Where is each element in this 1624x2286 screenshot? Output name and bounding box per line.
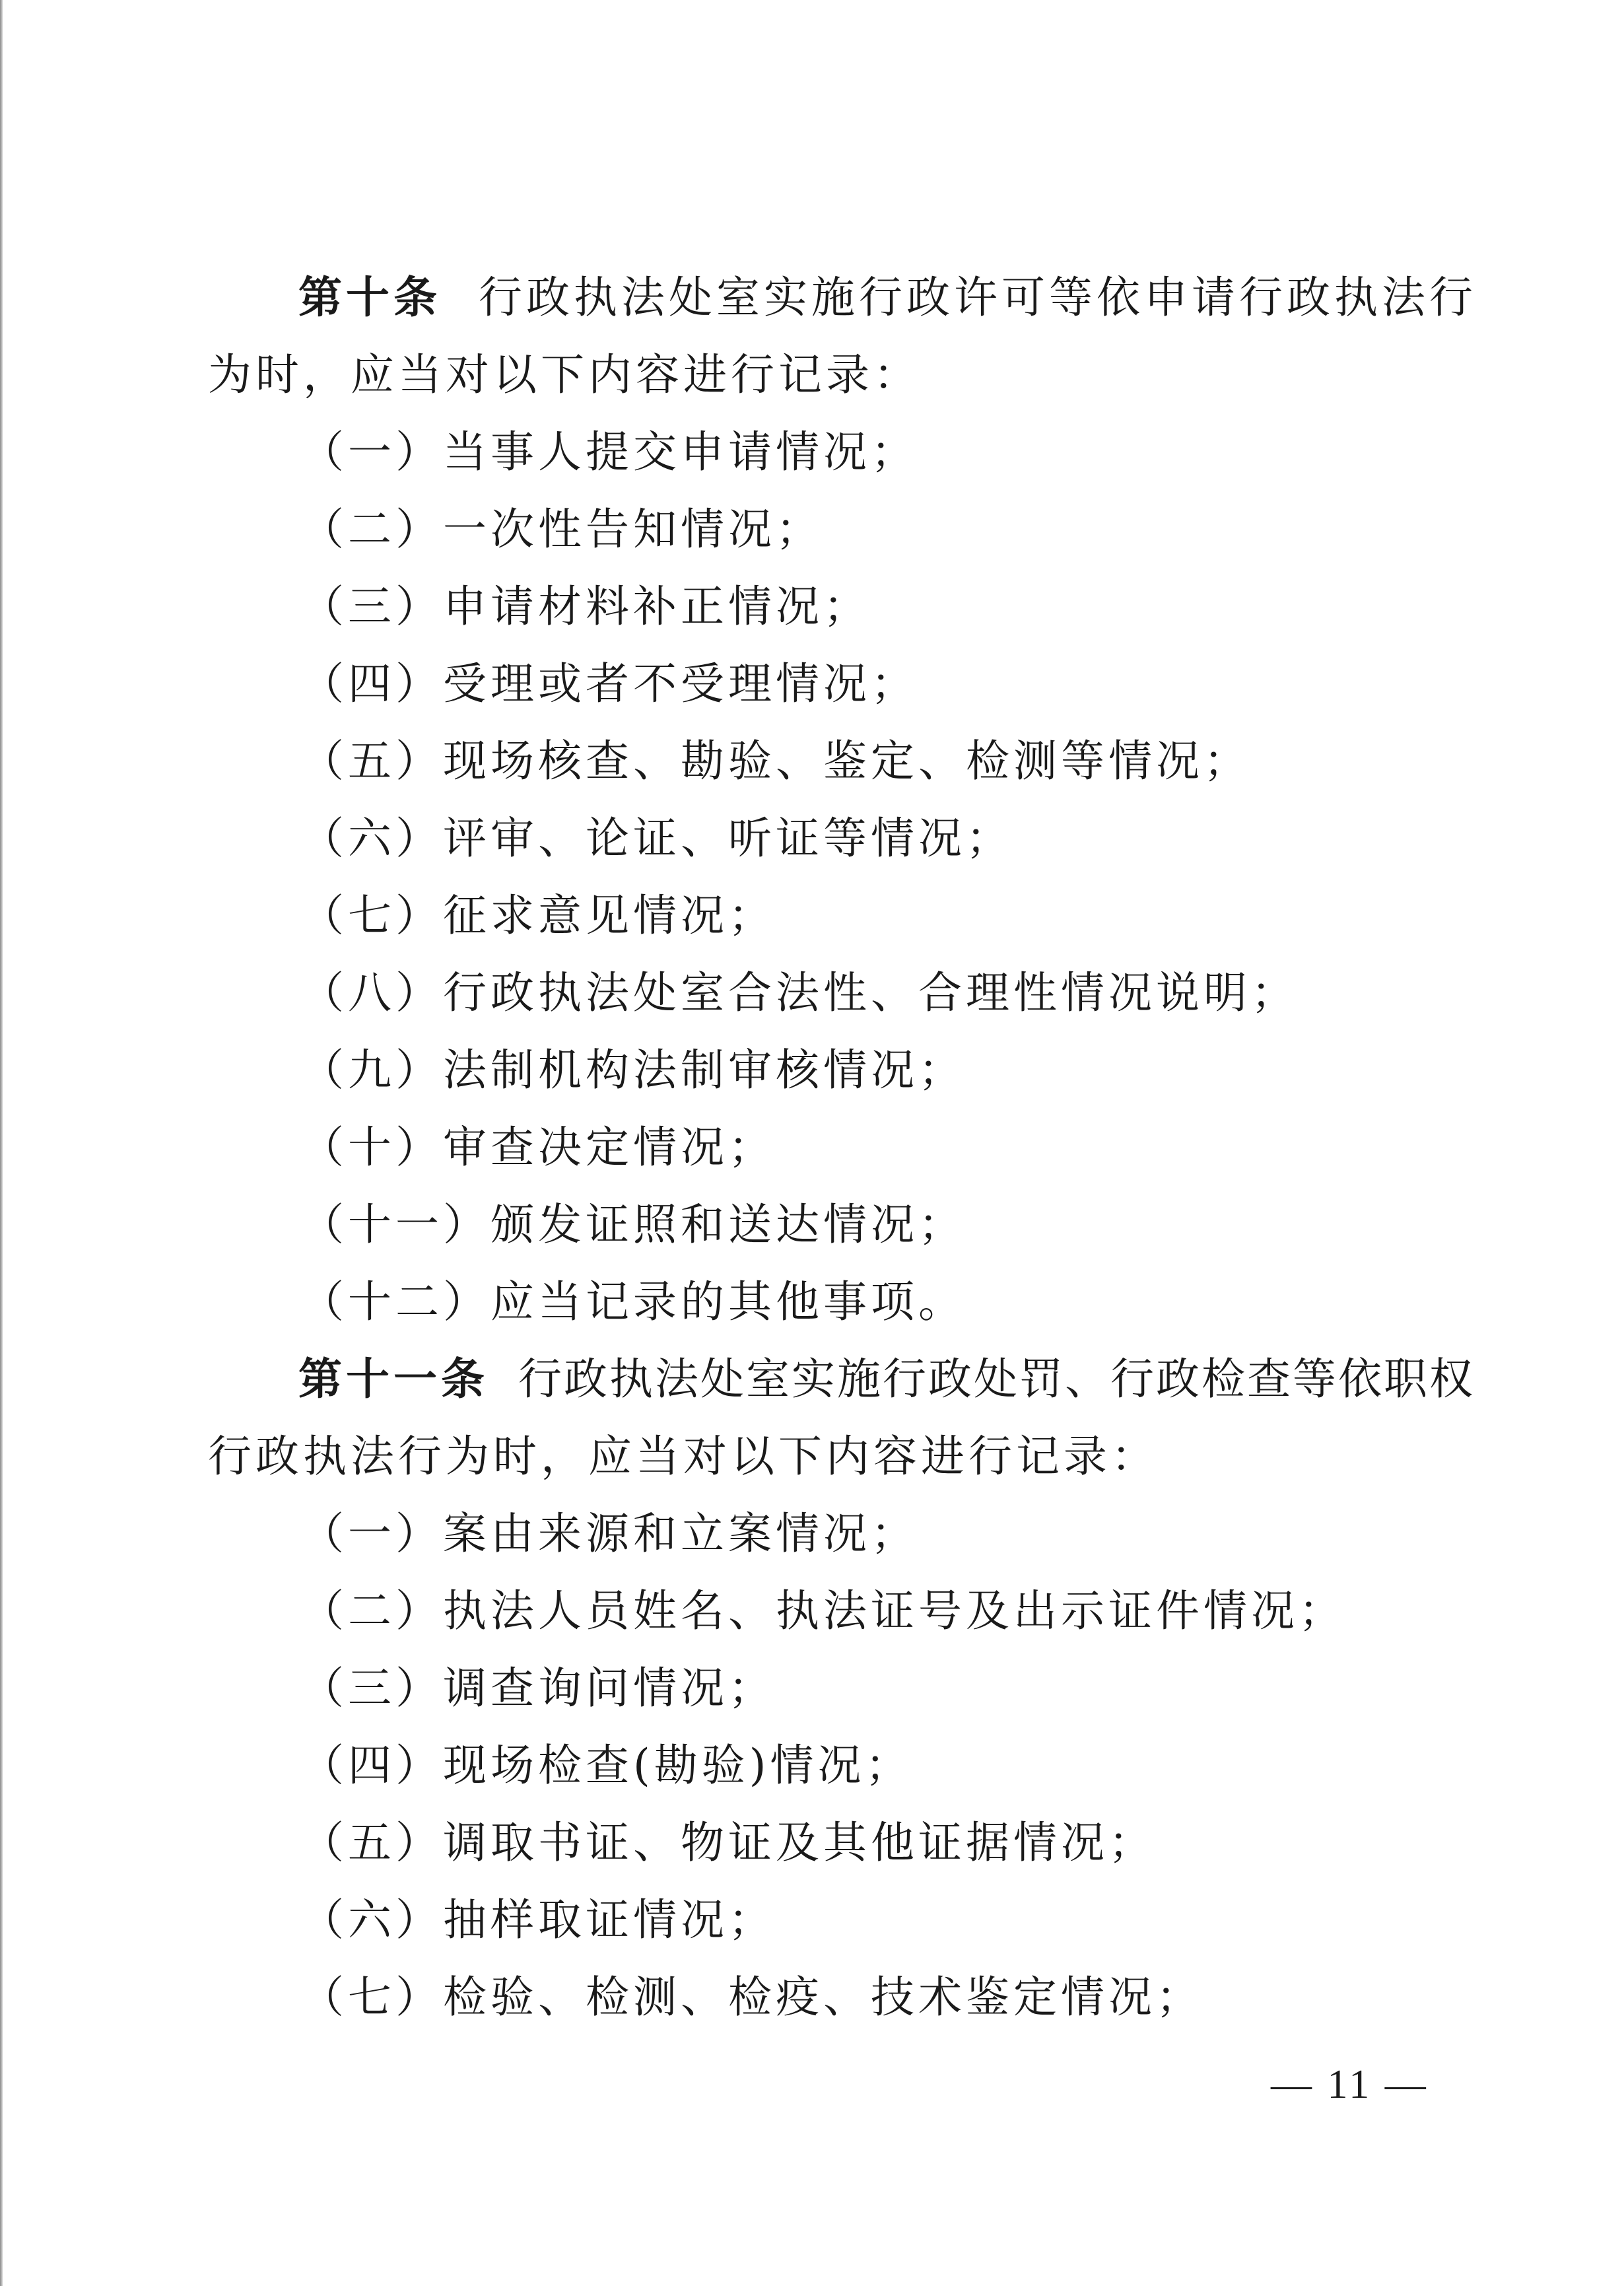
article-11-heading: 第十一条 bbox=[298, 1354, 489, 1404]
page-number: — 11 — bbox=[1271, 2062, 1429, 2107]
scan-edge bbox=[0, 0, 3, 2286]
list-item: （二）一次性告知情况； bbox=[300, 504, 823, 555]
article-10-heading: 第十条 bbox=[298, 272, 441, 323]
list-item: （二）执法人员姓名、执法证号及出示证件情况； bbox=[300, 1585, 1346, 1636]
list-item: （十）审查决定情况； bbox=[300, 1122, 776, 1173]
list-item: （五）调取书证、物证及其他证据情况； bbox=[300, 1817, 1156, 1868]
list-item: （六）评审、论证、听证等情况； bbox=[300, 813, 1013, 864]
list-item: （八）行政执法处室合法性、合理性情况说明； bbox=[300, 967, 1299, 1018]
article-11-intro-line2: 行政执法行为时，应当对以下内容进行记录： bbox=[208, 1431, 1159, 1482]
list-item: （三）申请材料补正情况； bbox=[300, 581, 871, 632]
list-item: （十一）颁发证照和送达情况； bbox=[300, 1199, 966, 1250]
list-item: （七）检验、检测、检疫、技术鉴定情况； bbox=[300, 1972, 1203, 2023]
list-item: （四）现场检查(勘验)情况； bbox=[300, 1740, 913, 1791]
list-item: （一）当事人提交申请情况； bbox=[300, 427, 918, 477]
list-item: （九）法制机构法制审核情况； bbox=[300, 1045, 966, 1095]
list-item: （十二）应当记录的其他事项。 bbox=[300, 1276, 966, 1327]
article-11-intro-line1: 行政执法处室实施行政处罚、行政检查等依职权 bbox=[518, 1354, 1475, 1404]
article-10-intro-line2: 为时，应当对以下内容进行记录： bbox=[208, 349, 921, 400]
list-item: （七）征求意见情况； bbox=[300, 890, 776, 941]
list-item: （一）案由来源和立案情况； bbox=[300, 1508, 918, 1559]
article-10-intro-line1: 行政执法处室实施行政许可等依申请行政执法行 bbox=[479, 272, 1477, 323]
list-item: （六）抽样取证情况； bbox=[300, 1894, 776, 1945]
list-item: （三）调查询问情况； bbox=[300, 1663, 776, 1714]
list-item: （五）现场核查、勘验、鉴定、检测等情况； bbox=[300, 736, 1251, 786]
list-item: （四）受理或者不受理情况； bbox=[300, 658, 918, 709]
